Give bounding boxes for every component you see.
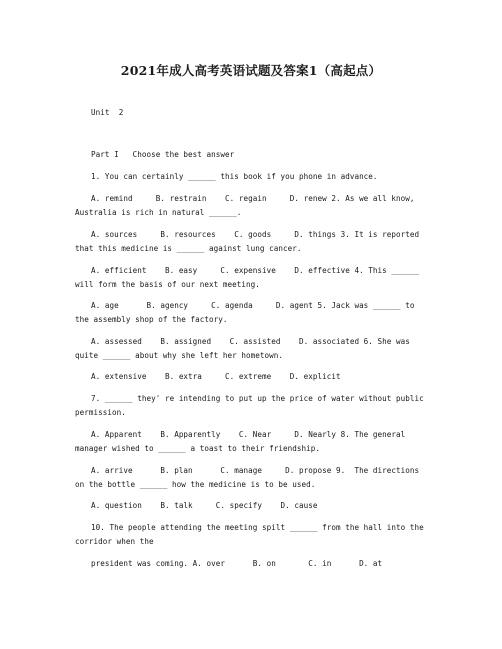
options-line: A. assessed B. assigned C. assisted D. associated 6. She was [91, 337, 410, 346]
question-line: the assembly shop of the factory. [75, 315, 228, 324]
options-line: A. arrive B. plan C. manage D. propose 9. The directions [91, 466, 420, 475]
question-line: permission. [75, 408, 126, 417]
part-heading: Part I Choose the best answer [91, 150, 235, 159]
question-line: manager wished to ______ a toast to their friendship. [75, 444, 320, 453]
question-line: quite ______ about why she left her hometown. [75, 351, 283, 360]
question-line: on the bottle ______ how the medicine is to be used. [75, 480, 316, 489]
question-line: 7. ______ they' re intending to put up the price of water without public [91, 394, 424, 403]
options-line: A. question B. talk C. specify D. cause [91, 501, 318, 510]
options-line: A. efficient B. easy C. expensive D. effective 4. This ______ [91, 266, 420, 275]
document-title: 2021年成人高考英语试题及答案1（高起点） [120, 63, 382, 78]
options-line: A. remind B. restrain C. regain D. renew 2. As we all know, [91, 194, 415, 203]
options-line: A. sources B. resources C. goods D. things 3. It is reported [91, 230, 420, 239]
options-line: A. Apparent B. Apparently C. Near D. Nearly 8. The general [91, 430, 406, 439]
options-line: A. age B. agency C. agenda D. agent 5. Jack was ______ to [91, 301, 415, 310]
question-line: that this medicine is ______ against lung cancer. [75, 244, 302, 253]
question-line: corridor when the [75, 537, 154, 546]
question-line: will form the basis of our next meeting. [75, 280, 260, 289]
options-line: A. extensive B. extra C. extreme D. explicit [91, 372, 341, 381]
unit-heading: Unit 2 [91, 108, 124, 117]
question-line: 10. The people attending the meeting spilt ______ from the hall into the [91, 523, 424, 532]
question-line: 1. You can certainly ______ this book if you phone in advance. [91, 172, 378, 181]
question-line: Australia is rich in natural ______. [75, 208, 242, 217]
question-options-line: president was coming. A. over B. on C. in D. at [91, 559, 383, 568]
